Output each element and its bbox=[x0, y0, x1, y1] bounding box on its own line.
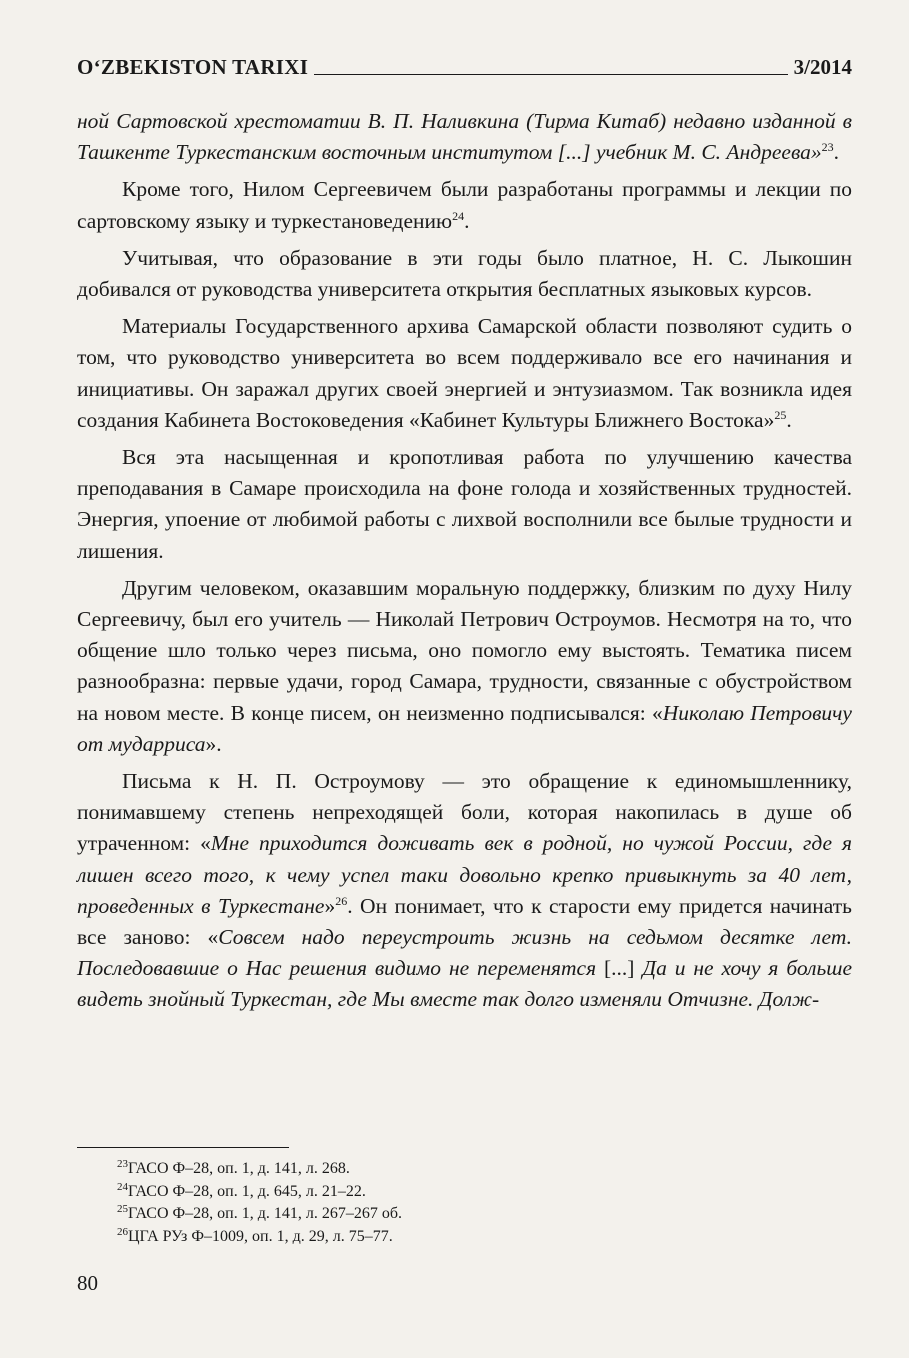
paragraph-7 bbox=[77, 766, 852, 1016]
paragraph-1-end: . bbox=[833, 140, 840, 165]
footnote-ref-25[interactable]: 25 bbox=[774, 407, 787, 422]
paragraph-7-quote-2: Совсем надо переустроить жизнь на седьмом десятке лет. Последовавшие о Нас решения видимо не переменятся bbox=[77, 925, 852, 981]
paragraph-5: Вся эта насыщенная и кропотливая работа по улучшению качества преподавания в Самаре происходила на фоне голода и хозяйственных трудностей. Энергия, упоение от любимой работы с лихвой восполнили все былые трудности и лишения. bbox=[77, 445, 852, 563]
paragraph-6 bbox=[77, 573, 852, 760]
footnote-text: ЦГА РУз Ф–1009, оп. 1, д. 29, л. 75–77. bbox=[128, 1227, 393, 1245]
footnote-number: 25 bbox=[117, 1203, 128, 1215]
footnote-text: ГАСО Ф–28, оп. 1, д. 645, л. 21–22. bbox=[128, 1182, 366, 1200]
footnote-24 bbox=[117, 1181, 817, 1204]
issue-number: 3/2014 bbox=[793, 55, 852, 79]
main-text bbox=[77, 106, 852, 1022]
paragraph-7-text: Письма к Н. П. Остроумову — это обращение к единомышленнику, понимавшему степень непреходящей боли, которая накопилась в душе об утраченном: « bbox=[77, 769, 852, 856]
footnote-ref-23[interactable]: 23 bbox=[821, 140, 834, 155]
paragraph-6-quote: Николаю Петровичу от мударриса bbox=[77, 700, 852, 756]
footnote-ref-24[interactable]: 24 bbox=[452, 208, 465, 223]
paragraph-7-text-2: . Он понимает, что к старости ему придется начинать все заново: « bbox=[77, 893, 852, 950]
paragraph-2-end: . bbox=[464, 208, 470, 233]
paragraph-7-ellipsis: [...] bbox=[596, 956, 643, 981]
paragraph-2-text: Кроме того, Нилом Сергеевичем были разработаны программы и лекции по сартовскому языку и туркестановедению bbox=[77, 177, 852, 233]
page-number: 80 bbox=[77, 1271, 98, 1295]
footnote-number: 24 bbox=[117, 1180, 128, 1193]
paragraph-1 bbox=[77, 106, 852, 168]
paragraph-7-quote-3: Да и не хочу я больше видеть знойный Туркестан, где Мы вместе так долго изменяли Отчизне. Долж- bbox=[77, 956, 853, 1012]
footnote-number: 26 bbox=[117, 1225, 128, 1238]
paragraph-6-end: ». bbox=[205, 731, 222, 756]
header-rule bbox=[314, 74, 787, 75]
paragraph-4-end: . bbox=[786, 407, 792, 432]
paragraph-4-text: Материалы Государственного архива Самарской области позволяют судить о том, что руководство университета во всем поддерживало все его начинания и инициативы. Он заражал других своей энергией и энтузиазмом. Так возникла идея создания Кабинета Востоковедения «Кабинет Культуры Ближнего Востока» bbox=[77, 314, 852, 432]
running-header bbox=[77, 46, 852, 80]
footnote-26 bbox=[117, 1226, 817, 1249]
footnotes bbox=[117, 1158, 817, 1248]
paragraph-3: Учитывая, что образование в эти годы было платное, Н. С. Лыкошин добивался от руководства университета открытия бесплатных языковых курсов. bbox=[77, 245, 852, 302]
paragraph-7-quote-1: Мне приходится доживать век в родной, но чужой России, где я лишен всего того, к чему успел таки довольно крепко привыкнуть за 40 лет, проведенных в Туркестане bbox=[77, 831, 852, 918]
footnote-text: ГАСО Ф–28, оп. 1, д. 141, л. 268. bbox=[128, 1160, 350, 1177]
paragraph-7-quote-close: » bbox=[324, 893, 336, 918]
footnote-separator bbox=[77, 1147, 289, 1148]
paragraph-6-text: Другим человеком, оказавшим моральную поддержку, близким по духу Нилу Сергеевичу, был его учитель — Николай Петрович Остроумов. Несмотря на то, что общение шло только через письма, оно помогло ему выстоять. Тематика писем разнообразна: первые удачи, город Самара, трудности, связанные с обустройством на новом месте. В конце писем, он неизменно подписывался: « bbox=[77, 575, 852, 725]
paragraph-4 bbox=[77, 311, 852, 436]
footnote-text: ГАСО Ф–28, оп. 1, д. 141, л. 267–267 об. bbox=[128, 1205, 402, 1222]
footnote-25 bbox=[117, 1203, 817, 1226]
paragraph-1-quote: ной Сартовской хрестоматии В. П. Наливкина (Тирма Китаб) недавно изданной в Ташкенте Туркестанским восточным институтом [...] учебник М. С. Андреева» bbox=[77, 109, 852, 165]
footnote-23 bbox=[117, 1158, 817, 1181]
footnote-number: 23 bbox=[117, 1158, 128, 1170]
paragraph-2 bbox=[77, 174, 852, 236]
journal-title: O‘ZBEKISTON TARIXI bbox=[77, 55, 309, 79]
footnote-ref-26[interactable]: 26 bbox=[335, 893, 348, 908]
